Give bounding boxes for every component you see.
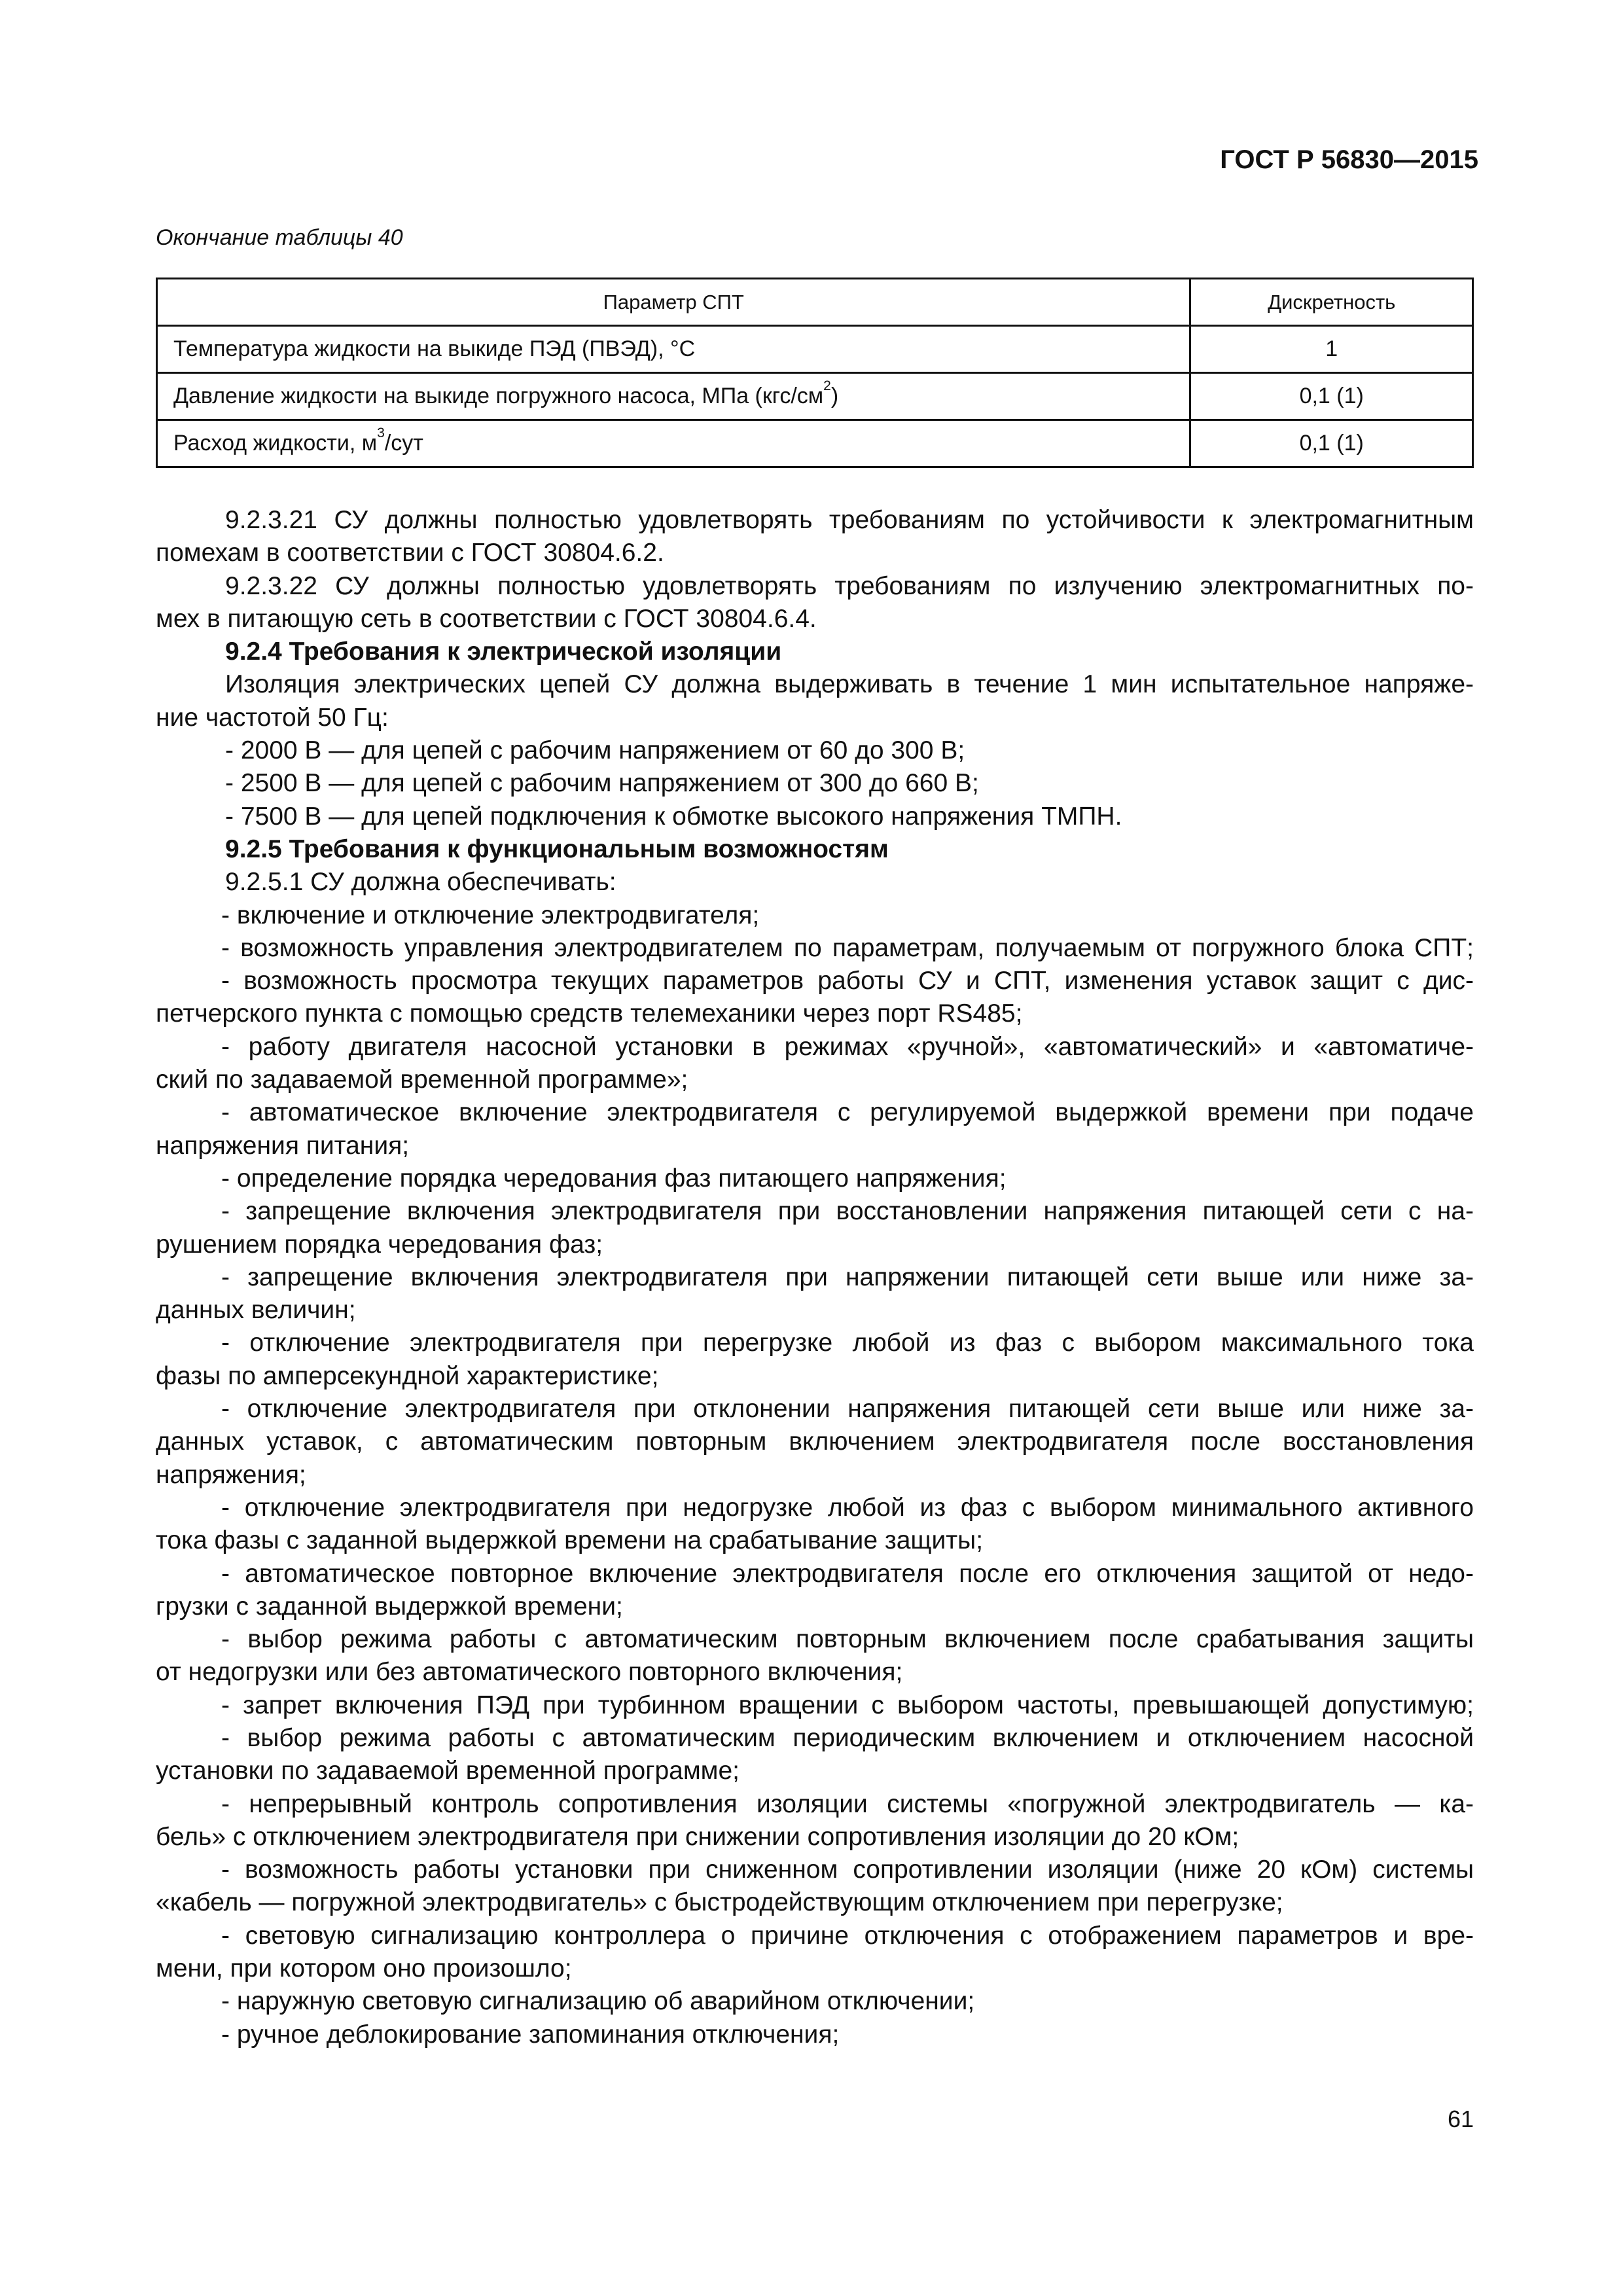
text-line: напряжения питания; [156, 1131, 410, 1160]
list-item: - возможность работы установки при сниженном сопротивлении изоляции (ниже 20 кОм) системы [221, 1856, 1474, 1884]
parameter-text: Давление жидкости на выкиде погружного насоса, МПа (кгс/см [173, 384, 824, 408]
text-line: напряжения; [156, 1460, 306, 1489]
list-item: - непрерывный контроль сопротивления изоляции системы «погружной электродвигатель — ка- [221, 1789, 1474, 1818]
column-header-discreteness: Дискретность [1190, 279, 1473, 326]
table-cell-parameter [157, 420, 1190, 467]
text-line: данных уставок, с автоматическим повторным включением электродвигателя после восстановления [156, 1427, 1474, 1456]
table-caption: Окончание таблицы 40 [156, 225, 403, 250]
text-line: 9.2.3.22 СУ должны полностью удовлетворять требованиям по излучению электромагнитных по- [225, 571, 1474, 600]
table-row [157, 420, 1473, 467]
list-item: - 2000 В — для цепей с рабочим напряжением от 60 до 300 В; [225, 736, 965, 765]
table-cell-discreteness: 1 [1190, 326, 1473, 373]
parameters-table [156, 278, 1474, 468]
text-line: Изоляция электрических цепей СУ должна выдерживать в течение 1 мин испытательное напряже- [225, 670, 1474, 699]
text-line: грузки с заданной выдержкой времени; [156, 1592, 623, 1621]
list-item: - включение и отключение электродвигателя; [221, 901, 760, 929]
list-item: - запрещение включения электродвигателя при восстановлении напряжения питающей сети с на- [221, 1197, 1474, 1226]
text-line: рушением порядка чередования фаз; [156, 1230, 603, 1259]
table-row [157, 373, 1473, 420]
text-line: мех в питающую сеть в соответствии с ГОСТ 30804.6.4. [156, 604, 817, 633]
text-line: мени, при котором оно произошло; [156, 1954, 572, 1983]
table-cell-discreteness: 0,1 (1) [1190, 373, 1473, 420]
table-cell-parameter: Температура жидкости на выкиде ПЭД (ПВЭД), °С [157, 326, 1190, 373]
list-item: - возможность управления электродвигателем по параметрам, получаемым от погружного блока СПТ; [221, 933, 1474, 962]
list-item: - отключение электродвигателя при недогрузке любой из фаз с выбором минимального активного [221, 1493, 1474, 1522]
section-heading: 9.2.5 Требования к функциональным возможностям [225, 834, 889, 863]
text-line: помехам в соответствии с ГОСТ 30804.6.2. [156, 539, 664, 567]
parameter-text-end: /сут [384, 431, 423, 456]
list-item: - автоматическое повторное включение электродвигателя после его отключения защитой от недо- [221, 1559, 1474, 1588]
table-cell-discreteness: 0,1 (1) [1190, 420, 1473, 467]
parameter-text: Расход жидкости, м [173, 431, 378, 456]
list-item: - отключение электродвигателя при перегрузке любой из фаз с выбором максимального тока [221, 1329, 1474, 1357]
list-item: - возможность просмотра текущих параметров работы СУ и СПТ, изменения уставок защит с дис- [221, 967, 1474, 996]
document-code: ГОСТ Р 56830—2015 [1220, 145, 1478, 174]
text-line: 9.2.3.21 СУ должны полностью удовлетворять требованиям по устойчивости к электромагнитным [225, 506, 1474, 534]
list-item: - выбор режима работы с автоматическим периодическим включением и отключением насосной [221, 1723, 1474, 1752]
list-item: - определение порядка чередования фаз питающего напряжения; [221, 1164, 1007, 1193]
parameter-text-end: ) [830, 384, 839, 408]
list-item: - запрет включения ПЭД при турбинном вращении с выбором частоты, превышающей допустимую; [221, 1691, 1474, 1719]
text-line: ние частотой 50 Гц: [156, 703, 389, 732]
page-number: 61 [1447, 2106, 1474, 2132]
text-line: ский по задаваемой временной программе»; [156, 1066, 688, 1094]
list-item: - световую сигнализацию контроллера о причине отключения с отображением параметров и вре- [221, 1921, 1474, 1950]
table-header-row [157, 279, 1473, 326]
text-line: бель» с отключением электродвигателя при снижении сопротивления изоляции до 20 кОм; [156, 1822, 1240, 1851]
list-item: - ручное деблокирование запоминания отключения; [221, 2020, 840, 2049]
text-line: 9.2.5.1 СУ должна обеспечивать: [225, 868, 616, 897]
list-item: - 2500 В — для цепей с рабочим напряжением от 300 до 660 В; [225, 769, 979, 798]
superscript: 2 [823, 378, 831, 393]
text-line: фазы по амперсекундной характеристике; [156, 1361, 659, 1390]
text-line: «кабель — погружной электродвигатель» с быстродействующим отключением при перегрузке; [156, 1888, 1283, 1917]
text-line: от недогрузки или без автоматического повторного включения; [156, 1658, 903, 1687]
column-header-parameter: Параметр СПТ [157, 279, 1190, 326]
list-item: - 7500 В — для цепей подключения к обмотке высокого напряжения ТМПН. [225, 802, 1122, 831]
text-line: данных величин; [156, 1296, 356, 1325]
list-item: - запрещение включения электродвигателя при напряжении питающей сети выше или ниже за- [221, 1263, 1474, 1291]
body-text [156, 504, 1474, 2051]
text-line: установки по задаваемой временной программе; [156, 1757, 740, 1785]
list-item: - работу двигателя насосной установки в режимах «ручной», «автоматический» и «автоматиче- [221, 1032, 1474, 1061]
table-cell-parameter [157, 373, 1190, 420]
list-item: - наружную световую сигнализацию об аварийном отключении; [221, 1987, 975, 2016]
list-item: - выбор режима работы с автоматическим повторным включением после срабатывания защиты [221, 1625, 1474, 1654]
list-item: - автоматическое включение электродвигателя с регулируемой выдержкой времени при подаче [221, 1098, 1474, 1127]
section-heading: 9.2.4 Требования к электрической изоляции [225, 637, 782, 666]
text-line: петчерского пункта с помощью средств телемеханики через порт RS485; [156, 999, 1023, 1028]
table-row [157, 326, 1473, 373]
superscript: 3 [377, 425, 385, 440]
list-item: - отключение электродвигателя при отклонении напряжения питающей сети выше или ниже за- [221, 1395, 1474, 1424]
text-line: тока фазы с заданной выдержкой времени на срабатывание защиты; [156, 1526, 984, 1555]
